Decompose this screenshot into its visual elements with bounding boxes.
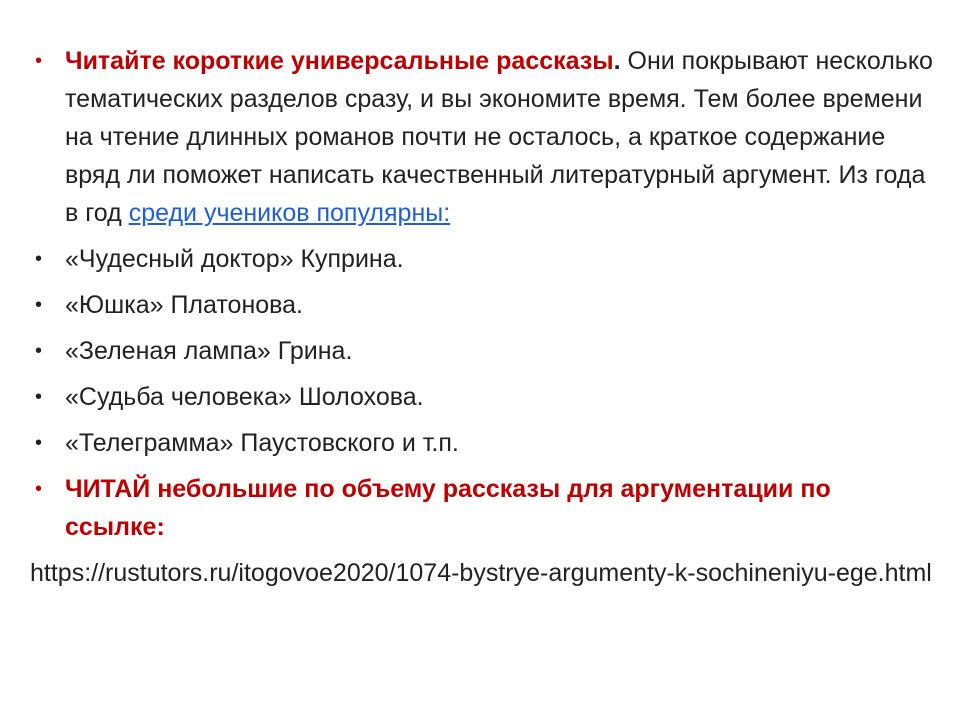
story-title: «Зеленая лампа» Грина. <box>65 337 353 365</box>
intro-paragraph <box>30 42 935 232</box>
list-item <box>30 378 935 416</box>
resource-url: https://rustutors.ru/itogovoe2020/1074-bystrye-argumenty-k-sochineniyu-ege.html <box>30 559 932 587</box>
list-item <box>30 332 935 370</box>
list-item <box>30 286 935 324</box>
bullet-icon: • <box>35 386 43 408</box>
bullet-icon: • <box>35 294 43 316</box>
intro-period: . <box>613 47 621 75</box>
call-to-action <box>30 470 935 546</box>
story-title: «Чудесный доктор» Куприна. <box>65 245 404 273</box>
bullet-icon: • <box>35 50 43 72</box>
list-item <box>30 424 935 462</box>
call-to-action-text: ЧИТАЙ небольшие по объему рассказы для аргументации по ссылке: <box>65 475 831 541</box>
story-title: «Судьба человека» Шолохова. <box>65 383 424 411</box>
intro-body: Они покрывают несколько тематических разделов сразу, и вы экономите время. Тем более времени на чтение длинных романов почти не осталось, а краткое содержание вряд ли поможет написать качественный литературный аргумент. Из года в год <box>65 47 933 227</box>
bullet-icon: • <box>35 248 43 270</box>
bullet-icon: • <box>35 478 43 500</box>
story-title: «Телеграмма» Паустовского и т.п. <box>65 429 459 457</box>
popular-stories-link[interactable]: среди учеников популярны: <box>128 199 451 227</box>
bullet-icon: • <box>35 432 43 454</box>
intro-highlight: Читайте короткие универсальные рассказы <box>65 47 614 75</box>
story-title: «Юшка» Платонова. <box>65 291 304 319</box>
slide-content <box>30 42 935 592</box>
bullet-icon: • <box>35 340 43 362</box>
list-item <box>30 240 935 278</box>
